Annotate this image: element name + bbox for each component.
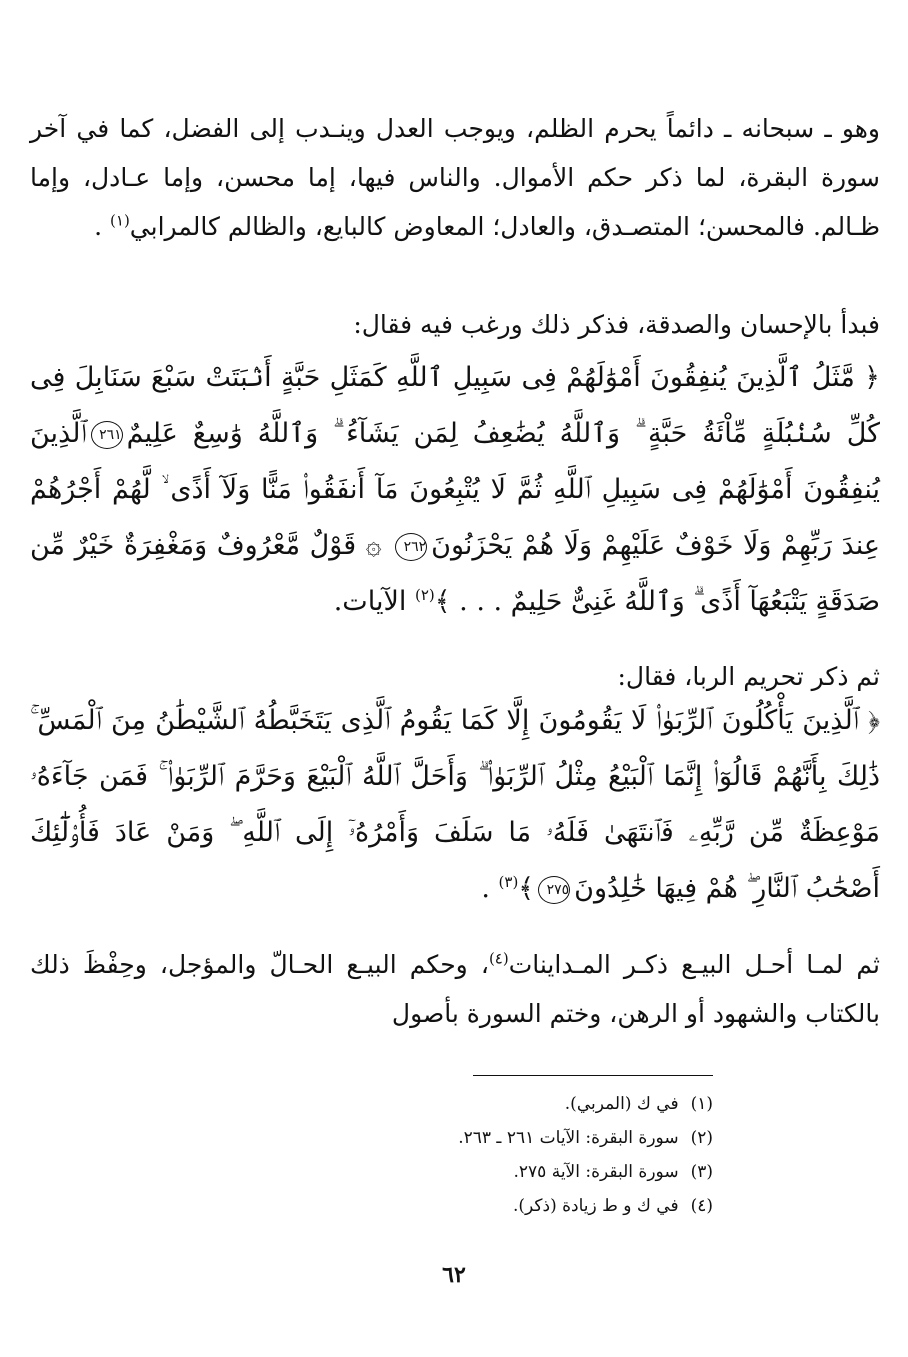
rub-el-hizb-icon: ۞ xyxy=(365,530,382,561)
ayah-number-marker: ٢٧٥ xyxy=(538,876,570,904)
paragraph-charity-intro: فبدأ بالإحسان والصدقة، فذكر ذلك ورغب فيه فقال: xyxy=(353,310,880,339)
page-number: ٦٢ xyxy=(442,1262,466,1288)
quran-verse-275: ٱلَّذِينَ يَأْكُلُونَ ٱلرِّبَوٰا۟ لَا يَقُومُونَ إِلَّا كَمَا يَقُومُ ٱلَّذِى يَتَخَبَّطُهُ ٱلشَّيْطَٰنُ مِنَ ٱلْمَسِّ ۚ ذَٰلِكَ بِأَنَّهُمْ قَالُوٓا۟ إِنَّمَا ٱلْبَيْعُ مِثْلُ ٱلرِّبَوٰا۟ ۗ وَأَحَلَّ ٱللَّهُ ٱلْبَيْعَ وَحَرَّمَ ٱلرِّبَوٰا۟ ۚ فَمَن جَآءَهُۥ مَوْعِظَةٌ مِّن رَّبِّهِۦ فَٱنتَهَىٰ فَلَهُۥ مَا سَلَفَ وَأَمْرُهُۥٓ إِلَى ٱللَّهِ ۖ وَمَنْ عَادَ فَأُو۟لَٰٓئِكَ أَصْحَٰبُ ٱلنَّارِ ۖ هُمْ فِيهَا خَٰلِدُونَ xyxy=(30,705,880,904)
footnote-text: في ك (المربي). xyxy=(564,1094,679,1114)
footnote-ref-4: (٤) xyxy=(488,949,509,968)
footnote-item xyxy=(458,1121,713,1155)
quran-verse-262: ٱلَّذِينَ يُنفِقُونَ أَمْوَٰلَهُمْ فِى سَبِيلِ ٱللَّهِ ثُمَّ لَا يُتْبِعُونَ مَآ أَنفَقُوا۟ مَنًّا وَلَآ أَذًى ۙ لَّهُمْ أَجْرُهُمْ عِندَ رَبِّهِمْ وَلَا خَوْفٌ عَلَيْهِمْ وَلَا هُمْ يَحْزَنُونَ xyxy=(30,418,880,561)
footnote-number: (٢) xyxy=(690,1128,713,1148)
footnotes-list xyxy=(458,1087,713,1223)
quran-open-bracket: ﴿ xyxy=(868,705,880,736)
paragraph-debts-text-b: ، وحكم البيـع الحـالّ والمؤجل، وحِفْظَ ذلك بالكتاب والشهود أو الرهن، وختم السورة بأصول xyxy=(30,950,880,1028)
quran-passage-tail: . xyxy=(481,873,490,904)
footnote-item xyxy=(458,1189,713,1223)
quran-close-bracket: ﴾ xyxy=(434,586,451,617)
footnote-number: (٤) xyxy=(690,1196,713,1216)
footnote-item xyxy=(458,1155,713,1189)
paragraph-intro-text: وهو ـ سبحانه ـ دائماً يحرم الظلم، ويوجب العدل وينـدب إلى الفضل، كما في آخر سورة البقرة، لما ذكر حكم الأموال. والناس فيها، إما محسن، وإما عـادل، وإما ظـالم. فالمحسن؛ المتصـدق، والعادل؛ المعاوض كالبايع، والظالم كالمرابي xyxy=(30,114,880,241)
footnote-text: سورة البقرة: الآيات ٢٦١ ـ ٢٦٣. xyxy=(458,1128,679,1148)
paragraph-debts xyxy=(30,940,908,1038)
quran-verse-263: قَوْلٌ مَّعْرُوفٌ وَمَغْفِرَةٌ خَيْرٌ مِّن صَدَقَةٍ يَتْبَعُهَآ أَذًى ۗ وَٱللَّهُ غَنِىٌّ حَلِيمٌ . . . xyxy=(30,530,880,617)
quran-close-bracket: ﴾ xyxy=(518,873,535,904)
footnote-item xyxy=(458,1087,713,1121)
paragraph-intro xyxy=(30,104,908,251)
ayah-number-marker: ٢٦٢ xyxy=(395,533,427,561)
footnote-ref-1: (١) xyxy=(110,211,130,230)
footnote-text: سورة البقرة: الآية ٢٧٥. xyxy=(513,1162,679,1182)
footnote-text: في ك و ط زيادة (ذكر). xyxy=(513,1196,679,1216)
quran-verse-261: مَّثَلُ ٱلَّذِينَ يُنفِقُونَ أَمْوَٰلَهُمْ فِى سَبِيلِ ٱللَّهِ كَمَثَلِ حَبَّةٍ أَنۢبَتَتْ سَبْعَ سَنَابِلَ فِى كُلِّ سُنۢبُلَةٍ مِّاْئَةُ حَبَّةٍ ۗ وَٱللَّهُ يُضَٰعِفُ لِمَن يَشَآءُ ۗ وَٱللَّهُ وَٰسِعٌ عَلِيمٌ xyxy=(30,362,880,449)
footnote-number: (٣) xyxy=(690,1162,713,1182)
paragraph-debts-text-a: ثم لمـا أحـل البيـع ذكـر المـداينات xyxy=(508,950,880,979)
footnote-ref-3: (٣) xyxy=(498,873,519,891)
quran-passage-tail: الآيات. xyxy=(333,586,407,617)
quran-passage-charity xyxy=(30,350,880,630)
footnote-ref-2: (٢) xyxy=(414,586,435,604)
footnote-number: (١) xyxy=(690,1094,713,1114)
paragraph-intro-end: . xyxy=(94,212,103,241)
quran-open-bracket: ﴿ xyxy=(864,362,880,393)
paragraph-riba-intro: ثم ذكر تحريم الربا، فقال: xyxy=(617,662,880,691)
ayah-number-marker: ٢٦١ xyxy=(91,421,123,449)
footnote-divider xyxy=(473,1075,713,1076)
quran-passage-riba xyxy=(30,693,880,917)
